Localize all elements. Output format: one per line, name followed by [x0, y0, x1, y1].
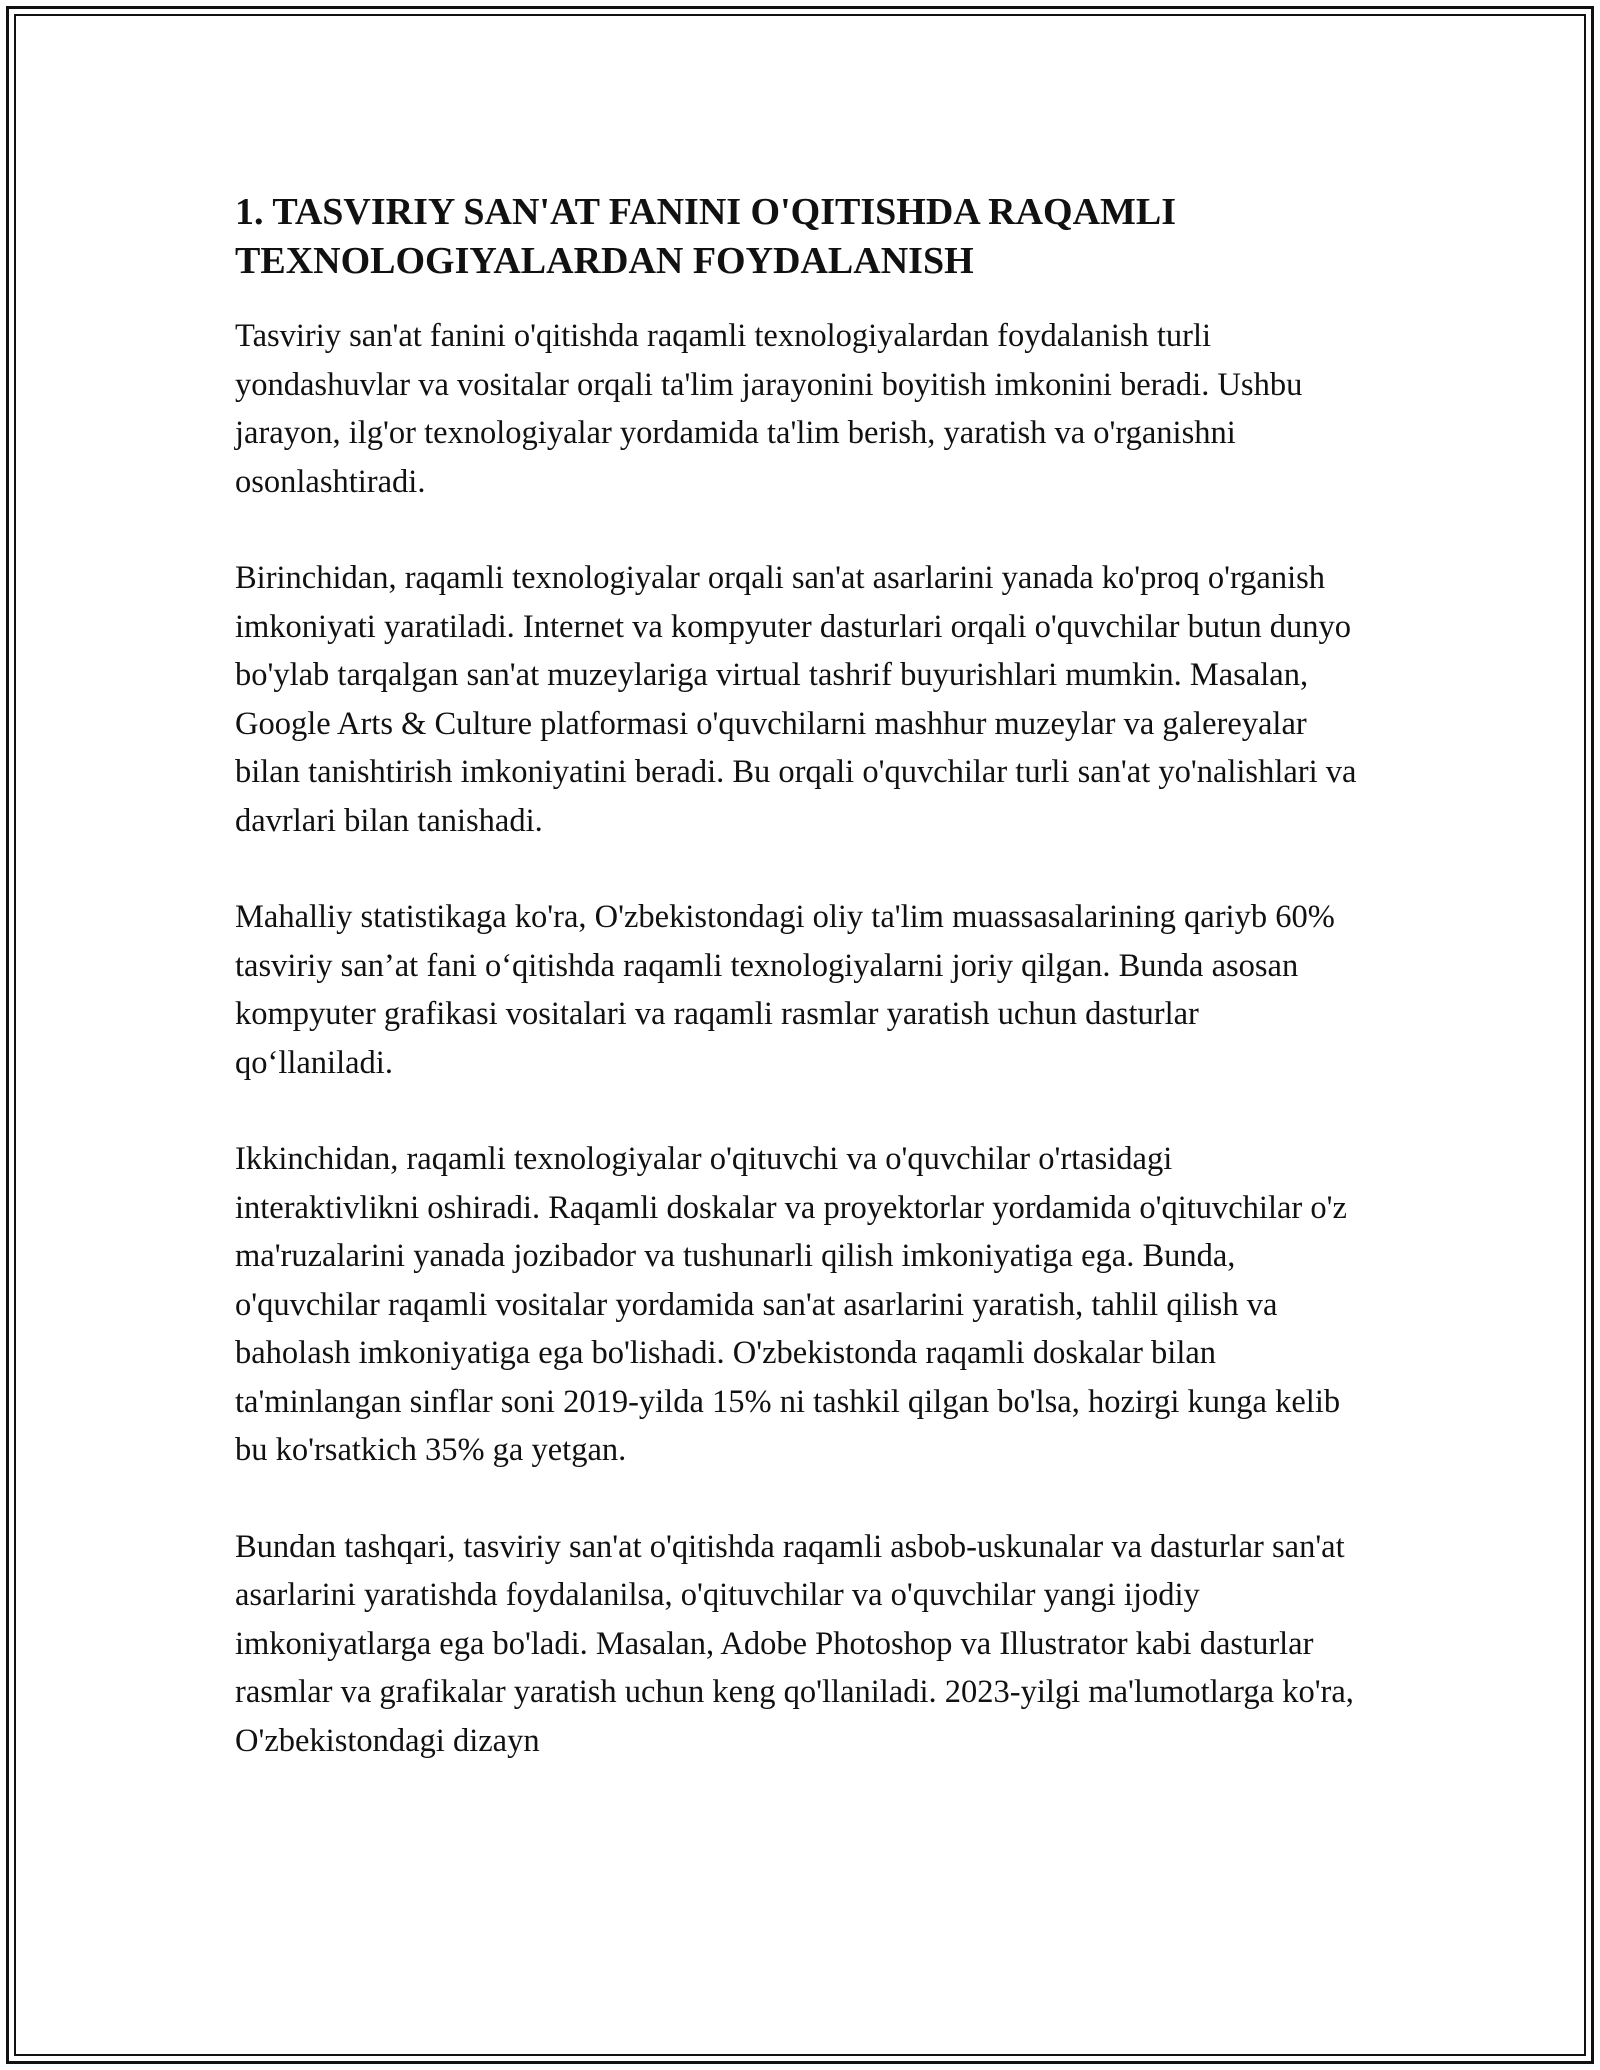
paragraph-4: Ikkinchidan, raqamli texnologiyalar o'qituvchi va o'quvchilar o'rtasidagi interaktivlikni oshiradi. Raqamli doskalar va proyektorlar yordamida o'qituvchilar o'z ma'ruzalarini yanada jozibador va tushunarli qilish imkoniyatiga ega. Bunda, o'quvchilar raqamli vositalar yordamida san'at asarlarini yaratish, tahlil qilish va baholash imkoniyatiga ega bo'lishadi. O'zbekistonda raqamli doskalar bilan ta'minlangan sinflar soni 2019-yilda 15% ni tashkil qilgan bo'lsa, hozirgi kunga kelib bu ko'rsatkich 35% ga yetgan. [235, 1141, 1347, 1468]
paragraph-5: Bundan tashqari, tasviriy san'at o'qitishda raqamli asbob-uskunalar va dasturlar san'at asarlarini yaratishda foydalanilsa, o'qituvchilar va o'quvchilar yangi ijodiy imkoniyatlarga ega bo'ladi. Masalan, Adobe Photoshop va Illustrator kabi dasturlar rasmlar va grafikalar yaratish uchun keng qo'llaniladi. 2023-yilgi ma'lumotlarga ko'ra, O'zbekistondagi dizayn [235, 1528, 1354, 1759]
paragraph-1: Tasviriy san'at fanini o'qitishda raqamli texnologiyalardan foydalanish turli yondashuvlar va vositalar orqali ta'lim jarayonini boyitish imkonini beradi. Ushbu jarayon, ilg'or texnologiyalar yordamida ta'lim berish, yaratish va o'rganishni osonlashtiradi. [235, 318, 1303, 500]
paragraph-2: Birinchidan, raqamli texnologiyalar orqali san'at asarlarini yanada ko'proq o'rganish imkoniyati yaratiladi. Internet va kompyuter dasturlari orqali o'quvchilar butun dunyo bo'ylab tarqalgan san'at muzeylariga virtual tashrif buyurishlari mumkin. Masalan, Google Arts & Culture platformasi o'quvchilarni mashhur muzeylar va galereyalar bilan tanishtirish imkoniyatini beradi. Bu orqali o'quvchilar turli san'at yo'nalishlari va davrlari bilan tanishadi. [235, 560, 1357, 839]
section-heading: 1. TASVIRIY SAN'AT FANINI O'QITISHDA RAQAMLI TEXNOLOGIYALARDAN FOYDALANISH [235, 191, 1177, 282]
paragraph-3: Mahalliy statistikaga ko'ra, O'zbekistondagi oliy ta'lim muassasalarining qariyb 60% tasviriy san’at fani o‘qitishda raqamli texnologiyalarni joriy qilgan. Bunda asosan kompyuter grafikasi vositalari va raqamli rasmlar yaratish uchun dasturlar qo‘llaniladi. [235, 899, 1335, 1081]
document-body [235, 188, 1360, 1813]
